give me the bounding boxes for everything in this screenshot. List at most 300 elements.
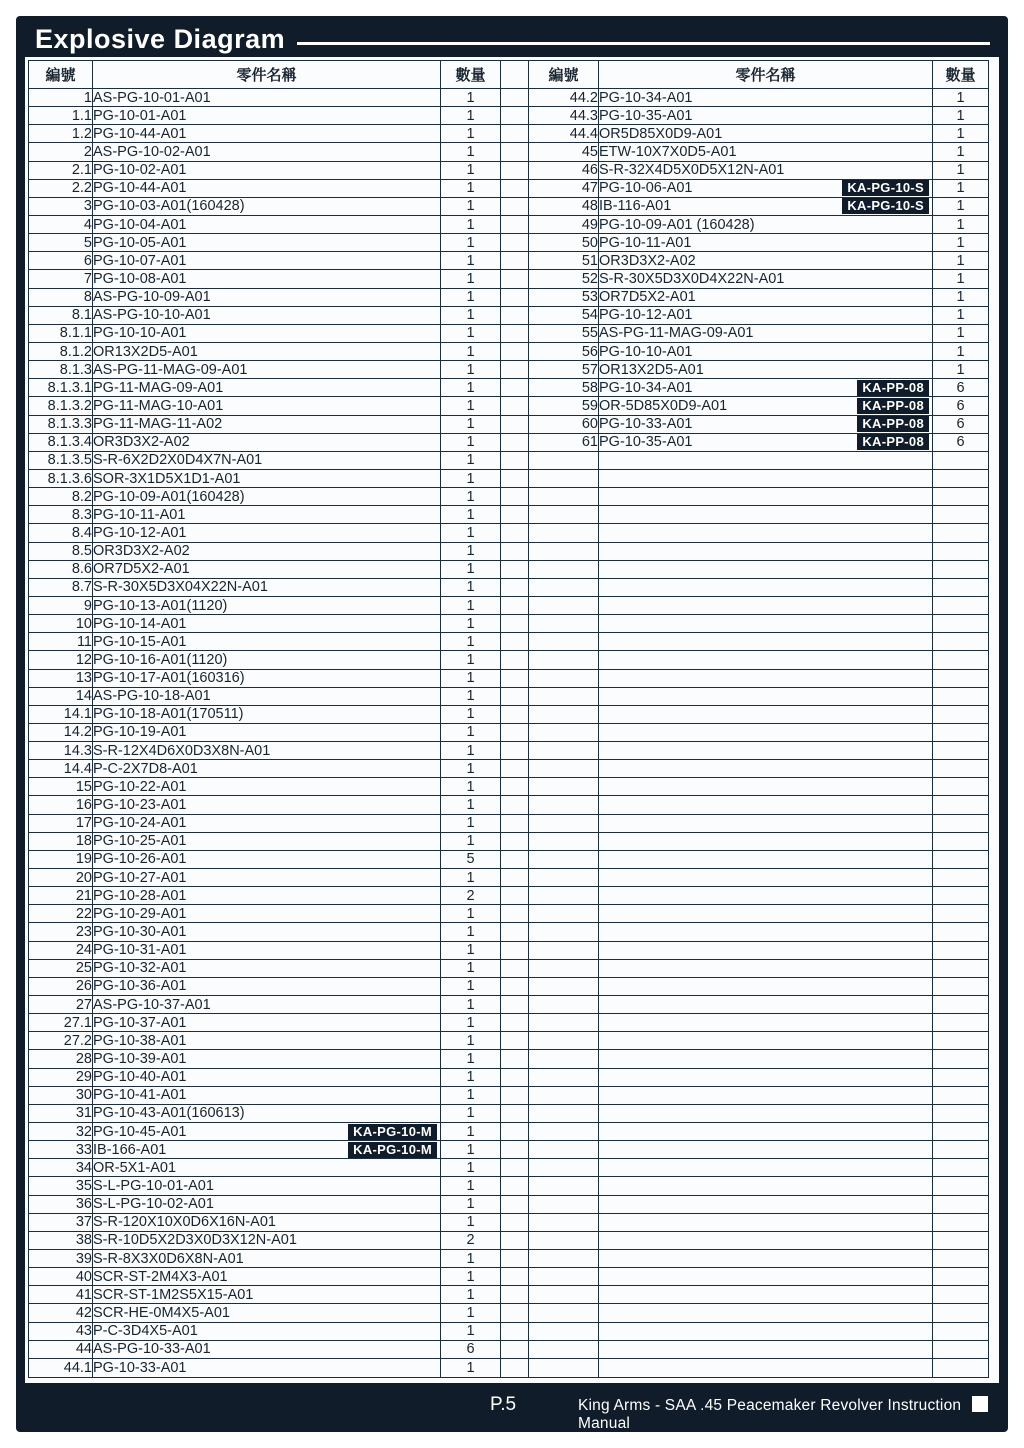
spacer-cell [501,379,529,397]
part-name-cell: PG-10-13-A01(1120) [93,596,441,614]
part-id-cell [529,542,599,560]
part-id-cell: 57 [529,361,599,379]
part-name-cell: PG-10-01-A01 [93,107,441,125]
part-qty-cell: 1 [441,1358,501,1377]
spacer-cell [501,1195,529,1213]
spacer-cell [501,633,529,651]
part-qty-cell: 1 [933,306,989,324]
part-qty-cell: 1 [441,1304,501,1322]
part-name-cell [599,996,933,1014]
spacer-cell [501,596,529,614]
part-id-cell: 8.1.1 [29,324,93,342]
part-id-cell: 29 [29,1068,93,1086]
part-qty-cell: 1 [441,252,501,270]
part-qty-cell: 6 [441,1340,501,1358]
part-name-cell: PG-10-16-A01(1120) [93,651,441,669]
part-name-cell: PG-10-44-A01 [93,125,441,143]
spacer-cell [501,905,529,923]
part-qty-cell: 1 [933,107,989,125]
part-name-cell [599,1250,933,1268]
part-id-cell: 4 [29,215,93,233]
part-id-cell: 30 [29,1086,93,1104]
part-qty-cell: 1 [441,215,501,233]
part-qty-cell: 1 [441,488,501,506]
part-id-cell: 22 [29,905,93,923]
part-id-cell: 52 [529,270,599,288]
part-name-cell: PG-10-11-A01 [93,506,441,524]
part-id-cell: 55 [529,324,599,342]
part-qty-cell: 1 [933,252,989,270]
table-row [29,596,989,614]
part-id-cell: 12 [29,651,93,669]
part-qty-cell [933,578,989,596]
part-id-cell: 8.1.3.2 [29,397,93,415]
part-name-cell [599,923,933,941]
part-qty-cell: 5 [441,850,501,868]
spacer-cell [501,723,529,741]
part-qty-cell [933,959,989,977]
part-id-cell: 44.3 [529,107,599,125]
part-id-cell: 14.1 [29,705,93,723]
part-name-cell [599,179,933,197]
table-row [29,1141,989,1159]
part-name-cell: PG-10-34-A01 [599,89,933,107]
part-id-cell: 44 [29,1340,93,1358]
spacer-cell [501,1141,529,1159]
spacer-cell [501,361,529,379]
part-id-cell: 26 [29,977,93,995]
part-id-cell: 19 [29,850,93,868]
spacer-cell [501,1268,529,1286]
part-qty-cell [933,1014,989,1032]
part-qty-cell: 1 [441,107,501,125]
part-id-cell [529,1159,599,1177]
table-row [29,324,989,342]
part-id-cell [529,923,599,941]
part-qty-cell: 1 [441,451,501,469]
part-qty-cell: 1 [441,778,501,796]
spacer-cell [501,306,529,324]
part-qty-cell: 1 [441,977,501,995]
kit-badge: KA-PG-10-M [348,1142,437,1158]
part-name-cell: AS-PG-10-33-A01 [93,1340,441,1358]
part-id-cell [529,578,599,596]
table-row [29,959,989,977]
spacer-cell [501,1014,529,1032]
part-id-cell: 17 [29,814,93,832]
spacer-cell [501,869,529,887]
part-qty-cell: 1 [441,705,501,723]
spacer-cell [501,669,529,687]
part-qty-cell [933,905,989,923]
part-name-cell: PG-10-38-A01 [93,1032,441,1050]
part-qty-cell [933,742,989,760]
part-name-cell: PG-10-35-A01 [599,107,933,125]
part-qty-cell [933,796,989,814]
spacer-cell [501,143,529,161]
part-name-cell [599,669,933,687]
part-qty-cell [933,1104,989,1122]
part-qty-cell: 1 [933,125,989,143]
part-name-cell [599,578,933,596]
spacer-cell [501,1340,529,1358]
part-qty-cell: 1 [441,723,501,741]
part-qty-cell: 1 [441,143,501,161]
part-id-cell [529,488,599,506]
part-name-cell [599,1159,933,1177]
table-row [29,887,989,905]
part-id-cell: 5 [29,234,93,252]
part-qty-cell [933,723,989,741]
part-qty-cell: 1 [441,1195,501,1213]
part-id-cell: 39 [29,1250,93,1268]
spacer-cell [501,705,529,723]
table-row [29,107,989,125]
spacer-cell [501,887,529,905]
part-name-cell [599,742,933,760]
part-id-cell: 51 [529,252,599,270]
part-name-cell: PG-10-25-A01 [93,832,441,850]
part-id-cell [529,469,599,487]
part-name-cell: PG-10-11-A01 [599,234,933,252]
part-id-cell: 8.1.3.5 [29,451,93,469]
part-id-cell [529,1086,599,1104]
part-id-cell [529,941,599,959]
part-qty-cell: 1 [441,1032,501,1050]
part-name-cell: OR7D5X2-A01 [599,288,933,306]
part-qty-cell: 1 [441,905,501,923]
spacer-cell [501,288,529,306]
part-name-cell: PG-10-12-A01 [599,306,933,324]
kit-badge: KA-PG-10-M [348,1124,437,1140]
table-row [29,524,989,542]
part-id-cell: 61 [529,433,599,451]
spacer-cell [501,814,529,832]
table-row [29,869,989,887]
part-qty-cell [933,1177,989,1195]
part-id-cell [529,959,599,977]
spacer-cell [501,1050,529,1068]
part-id-cell: 43 [29,1322,93,1340]
part-id-cell: 35 [29,1177,93,1195]
spacer-cell [501,89,529,107]
part-id-cell: 2.1 [29,161,93,179]
part-name-cell: P-C-2X7D8-A01 [93,760,441,778]
table-row [29,234,989,252]
table-row [29,1231,989,1249]
table-row [29,923,989,941]
part-qty-cell: 1 [441,197,501,215]
part-id-cell [529,1213,599,1231]
spacer-cell [501,1250,529,1268]
part-qty-cell: 1 [441,687,501,705]
part-name-cell: SCR-HE-0M4X5-A01 [93,1304,441,1322]
part-name-cell [599,560,933,578]
table-row [29,832,989,850]
part-name-cell [599,1340,933,1358]
part-name-text: OR-5D85X0D9-A01 [599,397,728,414]
part-id-cell [529,1141,599,1159]
part-id-cell [529,1340,599,1358]
part-id-cell: 41 [29,1286,93,1304]
spacer-cell [501,270,529,288]
part-qty-cell: 1 [441,288,501,306]
part-name-cell [599,723,933,741]
part-id-cell: 8.1.3.3 [29,415,93,433]
table-row [29,125,989,143]
spacer-cell [501,996,529,1014]
table-row [29,1014,989,1032]
spacer-cell [501,778,529,796]
part-id-cell: 8 [29,288,93,306]
part-name-cell [599,905,933,923]
spacer-cell [501,1104,529,1122]
part-qty-cell: 1 [441,324,501,342]
part-qty-cell [933,451,989,469]
table-row [29,1068,989,1086]
table-row [29,1159,989,1177]
part-qty-cell: 1 [441,542,501,560]
table-row [29,705,989,723]
table-row [29,1032,989,1050]
part-name-cell: PG-10-39-A01 [93,1050,441,1068]
part-qty-cell: 1 [441,1213,501,1231]
part-id-cell: 18 [29,832,93,850]
spacer-cell [501,832,529,850]
spacer-cell [501,451,529,469]
part-qty-cell [933,1268,989,1286]
part-qty-cell: 1 [933,89,989,107]
part-id-cell: 2 [29,143,93,161]
part-qty-cell [933,1231,989,1249]
part-id-cell [529,723,599,741]
part-name-cell: S-R-8X3X0D6X8N-A01 [93,1250,441,1268]
part-id-cell: 56 [529,342,599,360]
part-name-cell [599,469,933,487]
table-row [29,1340,989,1358]
part-name-cell: PG-10-41-A01 [93,1086,441,1104]
part-qty-cell: 1 [441,615,501,633]
spacer-cell [501,1086,529,1104]
part-name-cell: AS-PG-10-37-A01 [93,996,441,1014]
part-qty-cell: 1 [441,161,501,179]
part-name-cell: OR-5X1-A01 [93,1159,441,1177]
part-name-cell [599,850,933,868]
part-name-cell [599,1195,933,1213]
part-name-cell [599,415,933,433]
part-qty-cell [933,488,989,506]
part-name-cell [599,1322,933,1340]
part-qty-cell: 2 [441,1231,501,1249]
part-name-cell [599,524,933,542]
part-id-cell: 8.4 [29,524,93,542]
col-header-qty: 數量 [441,61,501,89]
part-name-cell [599,433,933,451]
part-name-cell [599,542,933,560]
part-id-cell [529,796,599,814]
part-qty-cell [933,1050,989,1068]
spacer-cell [501,578,529,596]
part-name-cell [599,796,933,814]
part-id-cell [529,596,599,614]
spacer-cell [501,850,529,868]
part-id-cell: 44.2 [529,89,599,107]
part-id-cell: 47 [529,179,599,197]
part-name-cell [599,1286,933,1304]
part-id-cell: 6 [29,252,93,270]
part-name-cell [599,506,933,524]
table-row [29,469,989,487]
part-name-cell: ETW-10X7X0D5-A01 [599,143,933,161]
part-name-cell: OR3D3X2-A02 [93,542,441,560]
part-name-cell: PG-10-40-A01 [93,1068,441,1086]
part-name-cell [599,1268,933,1286]
part-name-cell: OR5D85X0D9-A01 [599,125,933,143]
spacer-cell [501,1213,529,1231]
table-row [29,578,989,596]
table-row [29,433,989,451]
part-name-cell: PG-10-33-A01 [93,1358,441,1377]
part-qty-cell [933,615,989,633]
table-row [29,379,989,397]
part-name-cell: AS-PG-11-MAG-09-A01 [599,324,933,342]
part-qty-cell: 1 [441,234,501,252]
part-id-cell [529,1177,599,1195]
part-id-cell [529,615,599,633]
table-row [29,905,989,923]
kit-badge: KA-PP-08 [857,380,929,396]
part-id-cell: 10 [29,615,93,633]
part-qty-cell: 1 [441,1250,501,1268]
part-qty-cell: 1 [441,596,501,614]
part-id-cell: 27.2 [29,1032,93,1050]
part-id-cell [529,705,599,723]
table-row [29,161,989,179]
part-name-cell: OR3D3X2-A02 [93,433,441,451]
part-qty-cell [933,705,989,723]
part-qty-cell [933,1123,989,1141]
part-qty-cell: 2 [441,887,501,905]
part-id-cell: 27 [29,996,93,1014]
part-id-cell: 31 [29,1104,93,1122]
part-qty-cell [933,596,989,614]
part-name-cell [599,1104,933,1122]
part-name-cell [599,1032,933,1050]
spacer-cell [501,488,529,506]
part-qty-cell [933,832,989,850]
spacer-cell [501,415,529,433]
part-id-cell: 1 [29,89,93,107]
part-name-cell: PG-10-23-A01 [93,796,441,814]
part-id-cell [529,778,599,796]
part-name-cell [599,1014,933,1032]
part-name-cell: AS-PG-11-MAG-09-A01 [93,361,441,379]
part-qty-cell [933,669,989,687]
part-qty-cell: 1 [441,1159,501,1177]
part-qty-cell [933,1032,989,1050]
part-id-cell [529,506,599,524]
table-row [29,89,989,107]
part-name-cell: PG-10-31-A01 [93,941,441,959]
part-qty-cell: 1 [441,1268,501,1286]
part-id-cell [529,687,599,705]
col-header-qty: 數量 [933,61,989,89]
part-qty-cell [933,1250,989,1268]
part-name-cell: S-R-6X2D2X0D4X7N-A01 [93,451,441,469]
part-id-cell [529,742,599,760]
spacer-cell [501,941,529,959]
part-id-cell: 1.2 [29,125,93,143]
spacer-cell [501,959,529,977]
part-qty-cell: 1 [441,560,501,578]
part-name-cell: PG-10-32-A01 [93,959,441,977]
part-name-cell: S-L-PG-10-02-A01 [93,1195,441,1213]
kit-badge: KA-PP-08 [857,416,929,432]
part-id-cell: 25 [29,959,93,977]
part-name-cell: PG-10-04-A01 [93,215,441,233]
table-row [29,542,989,560]
part-id-cell [529,1304,599,1322]
part-name-cell [599,1231,933,1249]
part-id-cell: 23 [29,923,93,941]
part-name-cell [599,1213,933,1231]
part-id-cell [529,1050,599,1068]
spacer-cell [501,197,529,215]
part-id-cell: 15 [29,778,93,796]
table-row [29,778,989,796]
spacer-cell [501,342,529,360]
part-id-cell: 3 [29,197,93,215]
part-id-cell: 16 [29,796,93,814]
part-qty-cell [933,1358,989,1377]
part-id-cell [529,560,599,578]
part-id-cell: 34 [29,1159,93,1177]
table-row [29,1104,989,1122]
part-name-cell: PG-10-18-A01(170511) [93,705,441,723]
part-qty-cell [933,651,989,669]
part-id-cell: 8.1.3.6 [29,469,93,487]
part-name-text: IB-166-A01 [93,1141,167,1158]
part-id-cell: 45 [529,143,599,161]
part-qty-cell: 1 [441,306,501,324]
part-id-cell: 24 [29,941,93,959]
part-qty-cell: 1 [933,288,989,306]
page-footer [16,1383,1008,1432]
part-qty-cell [933,850,989,868]
part-id-cell [529,1104,599,1122]
table-row [29,1304,989,1322]
part-name-cell: S-R-10D5X2D3X0D3X12N-A01 [93,1231,441,1249]
spacer-cell [501,506,529,524]
table-row [29,397,989,415]
part-name-cell [599,1068,933,1086]
footer-title: King Arms - SAA .45 Peacemaker Revolver Instruction Manual [578,1397,962,1432]
part-name-cell: PG-10-26-A01 [93,850,441,868]
part-name-cell [599,1141,933,1159]
table-row [29,651,989,669]
part-id-cell: 21 [29,887,93,905]
part-qty-cell [933,923,989,941]
table-row [29,1123,989,1141]
part-qty-cell: 1 [441,1286,501,1304]
part-id-cell [529,1014,599,1032]
part-name-cell [599,615,933,633]
part-id-cell: 11 [29,633,93,651]
part-name-cell [599,397,933,415]
part-id-cell [529,814,599,832]
part-qty-cell [933,1068,989,1086]
part-name-cell [599,687,933,705]
